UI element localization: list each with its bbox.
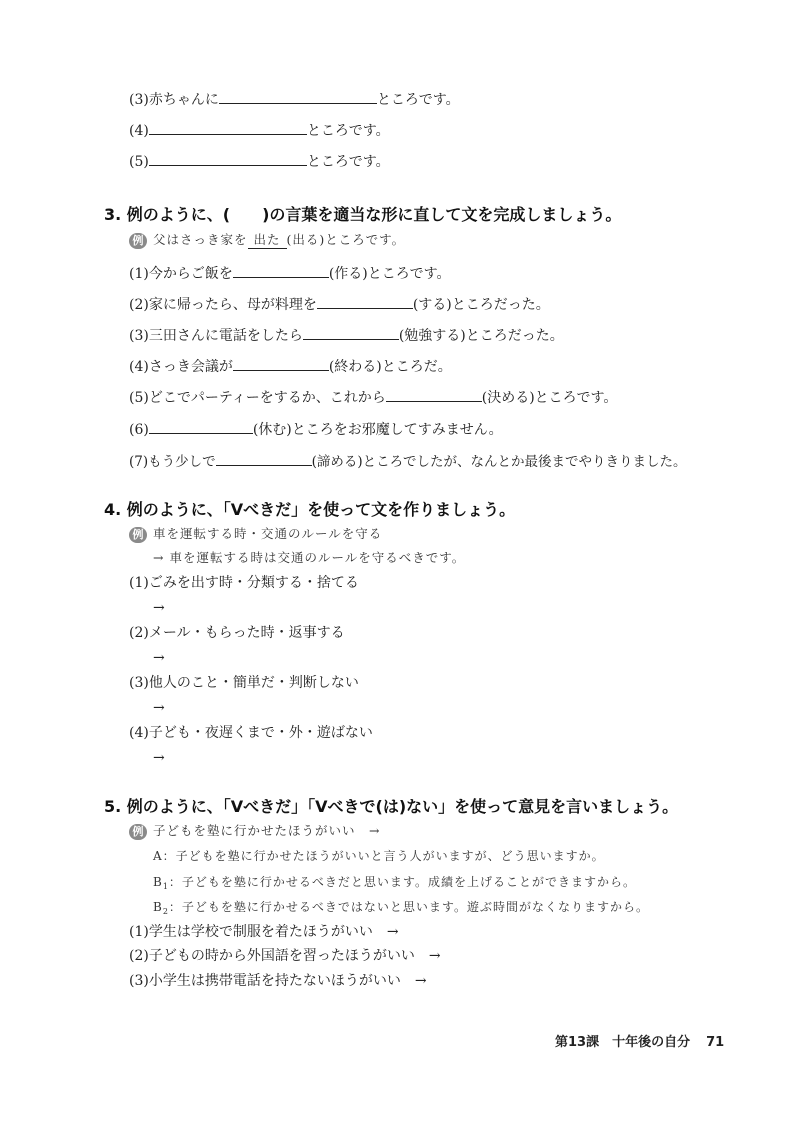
s4-item-2: (2)メール・もらった時・返事する <box>129 625 345 641</box>
answer-blank[interactable] <box>233 355 329 371</box>
example-badge: 例 <box>129 824 147 840</box>
example-answer: 出た <box>248 232 287 249</box>
s4-arrow-2[interactable]: → <box>153 650 165 666</box>
s4-arrow-4[interactable]: → <box>153 750 165 766</box>
section4-example: 例 車を運転する時・交通のルールを守る <box>129 526 382 543</box>
s3-item-4: (4)さっき会議が (終わる)ところだ。 <box>129 355 452 376</box>
section5-example-b1: $B_1$：子どもを塾に行かせるべきだと思います。成績を上げることができますから。 <box>153 875 636 891</box>
lesson-title: 第13課 十年後の自分 <box>555 1035 691 1050</box>
section3-example: 例 父はさっき家を 出た (出る)ところです。 <box>129 232 405 249</box>
section3-heading: 3. 例のように、( )の言葉を適当な形に直して文を完成しましょう。 <box>104 205 622 224</box>
section5-example-a: A：子どもを塾に行かせたほうがいいと言う人がいますが、どう思いますか。 <box>153 849 605 863</box>
section4-example-answer: → 車を運転する時は交通のルールを守るべきです。 <box>153 550 466 565</box>
answer-blank[interactable] <box>149 150 307 166</box>
footer <box>555 1031 724 1050</box>
s3-item-2: (2)家に帰ったら、母が料理を (する)ところだった。 <box>129 293 550 314</box>
section5-example: 例 子どもを塾に行かせたほうがいい → <box>129 823 380 840</box>
answer-blank[interactable] <box>219 88 377 104</box>
s3-item-1: (1)今からご飯を (作る)ところです。 <box>129 262 451 283</box>
s4-arrow-1[interactable]: → <box>153 600 165 616</box>
s5-item-3: (3)小学生は携帯電話を持たないほうがいい → <box>129 973 427 989</box>
answer-blank[interactable] <box>216 450 312 466</box>
s2-item-4: (4) ところです。 <box>129 119 390 140</box>
s3-item-5: (5)どこでパーティーをするか、これから (決める)ところです。 <box>129 386 617 407</box>
s3-item-7: (7)もう少しで (諦める)ところでしたが、なんとか最後までやりきりました。 <box>129 450 687 471</box>
answer-blank[interactable] <box>303 324 399 340</box>
s4-item-1: (1)ごみを出す時・分類する・捨てる <box>129 575 359 591</box>
page-number: 71 <box>706 1035 725 1050</box>
answer-blank[interactable] <box>317 293 413 309</box>
section4-heading: 4. 例のように、「Vべきだ」を使って文を作りましょう。 <box>104 500 516 519</box>
s4-item-3: (3)他人のこと・簡単だ・判断しない <box>129 675 359 691</box>
s2-item-3: (3)赤ちゃんに ところです。 <box>129 88 460 109</box>
answer-blank[interactable] <box>233 262 329 278</box>
example-badge: 例 <box>129 527 147 543</box>
s2-item-5: (5) ところです。 <box>129 150 390 171</box>
answer-blank[interactable] <box>386 386 482 402</box>
s5-item-1: (1)学生は学校で制服を着たほうがいい → <box>129 924 399 940</box>
answer-blank[interactable] <box>149 119 307 135</box>
answer-blank[interactable] <box>149 418 253 434</box>
s3-item-6: (6) (休む)ところをお邪魔してすみません。 <box>129 418 503 439</box>
example-badge: 例 <box>129 233 147 249</box>
s4-item-4: (4)子ども・夜遅くまで・外・遊ばない <box>129 725 373 741</box>
section5-heading: 5. 例のように、「Vべきだ」「Vべきで(は)ない」を使って意見を言いましょう。 <box>104 797 679 816</box>
s4-arrow-3[interactable]: → <box>153 700 165 716</box>
section5-example-b2: $B_2$：子どもを塾に行かせるべきではないと思います。遊ぶ時間がなくなりますから。 <box>153 900 649 916</box>
s5-item-2: (2)子どもの時から外国語を習ったほうがいい → <box>129 948 441 964</box>
s3-item-3: (3)三田さんに電話をしたら (勉強する)ところだった。 <box>129 324 564 345</box>
